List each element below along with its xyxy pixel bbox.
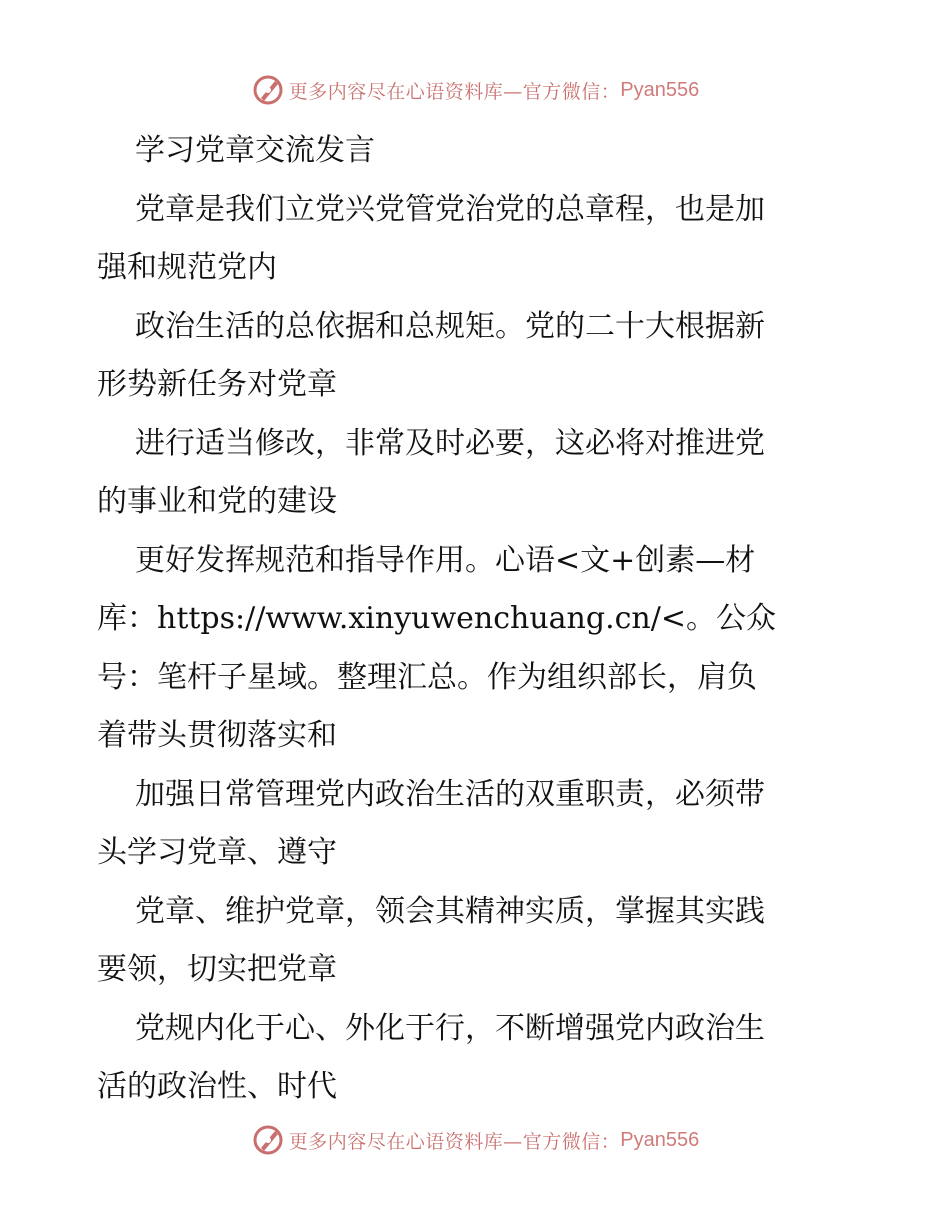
doc-line: 党规内化于心、外化于行，不断增强党内政治生 [135,1010,765,1046]
doc-line: 头学习党章、遵守 [97,835,337,870]
document-body [97,122,857,1117]
doc-line: 着带头贯彻落实和 [97,718,337,753]
pen-logo-icon [251,73,285,107]
doc-line: 进行适当修改，非常及时必要，这必将对推进党 [135,425,765,461]
doc-line: 更好发挥规范和指导作用。心语<文+创素—材 [135,542,756,578]
banner-text: 更多内容尽在心语资料库—官方微信： [288,80,621,103]
doc-line: 库：https://www.xinyuwenchuang.cn/<。公众 [97,601,776,636]
doc-line: 政治生活的总依据和总规矩。党的二十大根据新 [135,308,765,344]
banner-wechat-id: Pyan556 [620,78,700,101]
doc-line: 要领，切实把党章 [97,952,337,987]
doc-line: 的事业和党的建设 [97,484,337,519]
footer-watermark-banner [0,1120,950,1160]
doc-line: 党章、维护党章，领会其精神实质，掌握其实践 [135,893,765,929]
doc-line: 号：笔杆子星域。整理汇总。作为组织部长，肩负 [97,659,757,695]
doc-line: 党章是我们立党兴党管党治党的总章程，也是加 [135,191,765,227]
banner-text: 更多内容尽在心语资料库—官方微信： [288,1130,621,1153]
doc-line: 形势新任务对党章 [97,367,337,402]
doc-line: 强和规范党内 [97,250,277,285]
banner-wechat-id: Pyan556 [620,1128,700,1151]
doc-title: 学习党章交流发言 [135,133,375,168]
doc-line: 加强日常管理党内政治生活的双重职责，必须带 [135,776,765,812]
pen-logo-icon [251,1123,285,1157]
header-watermark-banner [0,70,950,110]
doc-line: 活的政治性、时代 [97,1069,337,1104]
